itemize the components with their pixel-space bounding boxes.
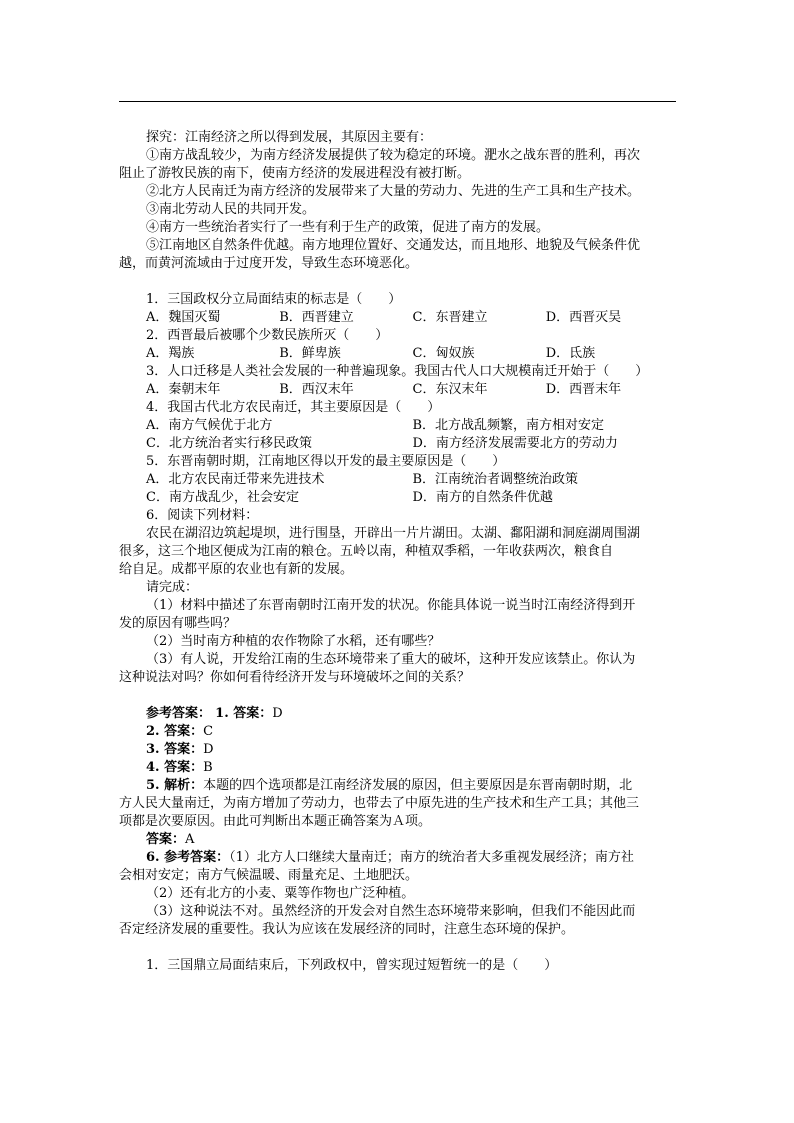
question-6-sub-2: （2）当时南方种植的农作物除了水稻，还有哪些？: [146, 634, 441, 649]
question-6-stem: 6．阅读下列材料：: [146, 508, 259, 523]
option: B．鲜卑族: [279, 346, 341, 361]
answer-6-sub-3: （3）这种说法不对。虽然经济的开发会对自然生态环境带来影响，但我们不能因此而: [146, 904, 636, 919]
answer-5-key: [119, 831, 679, 849]
answers-section: [119, 705, 679, 939]
option: C．东汉末年: [412, 382, 488, 397]
question-6-sub-1: （1）材料中描述了东晋南朝时江南开发的状况。你能具体说一说当时江南经济得到开: [146, 598, 636, 613]
question-4-stem: 4．我国古代北方农民南迁，其主要原因是（ ）: [146, 400, 441, 415]
question-1-options: [119, 309, 679, 327]
option: D．南方的自然条件优越: [412, 490, 553, 505]
answer-2-line: [119, 723, 679, 741]
question-6-material-cont: 给自足。成都平原的农业也有新的发展。: [119, 562, 354, 577]
explore-reason-2: ②北方人民南迁为南方经济的发展带来了大量的劳动力、先进的生产工具和生产技术。: [146, 184, 641, 199]
question-5-options-row-2: [119, 489, 679, 507]
option: B．西汉末年: [279, 382, 354, 397]
header-rule: [119, 101, 676, 102]
question-6-material-cont: 很多，这三个地区便成为江南的粮仓。五岭以南，种植双季稻，一年收获两次，粮食自: [119, 544, 614, 559]
explore-reason-5: ⑤江南地区自然条件优越。南方地理位置好、交通发达，而且地形、地貌及气候条件优: [146, 238, 641, 253]
option: A．北方农民南迁带来先进技术: [146, 472, 325, 487]
option: C．北方统治者实行移民政策: [146, 436, 312, 451]
answers-heading: 参考答案：: [146, 706, 212, 721]
option: C．东晋建立: [412, 310, 488, 325]
option: C．匈奴族: [412, 346, 475, 361]
question-3-stem: 3．人口迁移是人类社会发展的一种普遍现象。我国古代人口大规模南迁开始于（ ）: [146, 364, 649, 379]
answer-label: 3. 答案：: [146, 742, 204, 757]
question-2-options: [119, 345, 679, 363]
next-question-1-stem: 1．三国鼎立局面结束后，下列政权中，曾实现过短暂统一的是（ ）: [146, 958, 558, 973]
question-1-stem: 1．三国政权分立局面结束的标志是（ ）: [146, 292, 402, 307]
answer-value: C: [203, 724, 214, 739]
answer-label: 答案：: [146, 832, 186, 847]
answer-text: 本题的四个选项都是江南经济发展的原因，但主要原因是东晋南朝时期，北: [203, 778, 633, 793]
explore-reason-4: ④南方一些统治者实行了一些有利于生产的政策，促进了南方的发展。: [146, 220, 550, 235]
question-2-stem: 2．西晋最后被哪个少数民族所灭（ ）: [146, 328, 389, 343]
answer-label: 1. 答案：: [215, 706, 273, 721]
option: A．魏国灭蜀: [146, 310, 221, 325]
answer-3-line: [119, 741, 679, 759]
option: D．氐族: [545, 346, 596, 361]
answer-value: B: [203, 760, 213, 775]
answer-6-cont: 否定经济发展的重要性。我认为应该在发展经济的同时，注意生态环境的保护。: [119, 922, 575, 937]
answer-6-cont: 会相对安定；南方气候温暖、雨量充足、土地肥沃。: [119, 868, 419, 883]
explore-reason-1-cont: 阻止了游牧民族的南下，使南方经济的发展进程没有被打断。: [119, 166, 471, 181]
answer-5-line: [119, 777, 679, 795]
answer-1-line: [119, 705, 679, 723]
explore-reason-5-cont: 越，而黄河流域由于过度开发，导致生态环境恶化。: [119, 256, 419, 271]
option: D．西晋末年: [545, 382, 622, 397]
question-5-options-row-1: [119, 471, 679, 489]
option: A．秦朝末年: [146, 382, 221, 397]
question-6-sub-3-cont: 这种说法对吗？你如何看待经济开发与环境破坏之间的关系？: [119, 670, 471, 685]
question-6-sub-1-cont: 发的原因有哪些吗？: [119, 616, 237, 631]
answer-label: 2. 答案：: [146, 724, 204, 739]
answer-6-line: [119, 849, 679, 867]
answer-label: 4. 答案：: [146, 760, 204, 775]
answer-5-cont: 方人民大量南迁，为南方增加了劳动力，也带去了中原先进的生产技术和生产工具；其他三: [119, 796, 640, 811]
questions-section: [119, 291, 679, 687]
explore-title: 探究：江南经济之所以得到发展，其原因主要有：: [146, 130, 433, 145]
answer-label: 6. 参考答案：: [146, 850, 230, 865]
option: C．南方战乱少，社会安定: [146, 490, 299, 505]
next-questions-section: [119, 957, 679, 975]
document-body: [119, 129, 679, 975]
question-4-options-row-2: [119, 435, 679, 453]
question-3-options: [119, 381, 679, 399]
question-5-stem: 5．东晋南朝时期，江南地区得以开发的最主要原因是（ ）: [146, 454, 506, 469]
option: B．北方战乱频繁，南方相对安定: [412, 418, 605, 433]
option: B．江南统治者调整统治政策: [412, 472, 579, 487]
question-6-sub-3: （3）有人说，开发给江南的生态环境带来了重大的破坏，这种开发应该禁止。你认为: [146, 652, 636, 667]
answer-value: D: [203, 742, 214, 757]
answer-value: D: [272, 706, 283, 721]
answer-6-sub-2: （2）还有北方的小麦、粟等作物也广泛种植。: [146, 886, 415, 901]
question-6-material: 农民在湖沼边筑起堤坝，进行围垦，开辟出一片片湖田。太湖、鄱阳湖和洞庭湖周围湖: [146, 526, 641, 541]
answer-label: 5. 解析：: [146, 778, 204, 793]
option: A．羯族: [146, 346, 195, 361]
question-6-prompt: 请完成：: [146, 580, 199, 595]
option: D．南方经济发展需要北方的劳动力: [412, 436, 618, 451]
option: A．南方气候优于北方: [146, 418, 273, 433]
option: B．西晋建立: [279, 310, 354, 325]
explore-section: [119, 129, 679, 273]
option: D．西晋灭吴: [545, 310, 622, 325]
explore-reason-1: ①南方战乱较少，为南方经济发展提供了较为稳定的环境。淝水之战东晋的胜利，再次: [146, 148, 641, 163]
answer-5-cont: 项都是次要原因。由此可判断出本题正确答案为Ａ项。: [119, 814, 432, 829]
explore-reason-3: ③南北劳动人民的共同开发。: [146, 202, 316, 217]
answer-value: A: [185, 832, 195, 847]
answer-4-line: [119, 759, 679, 777]
question-4-options-row-1: [119, 417, 679, 435]
answer-text: （1）北方人口继续大量南迁；南方的统治者大多重视发展经济；南方社: [229, 850, 634, 865]
